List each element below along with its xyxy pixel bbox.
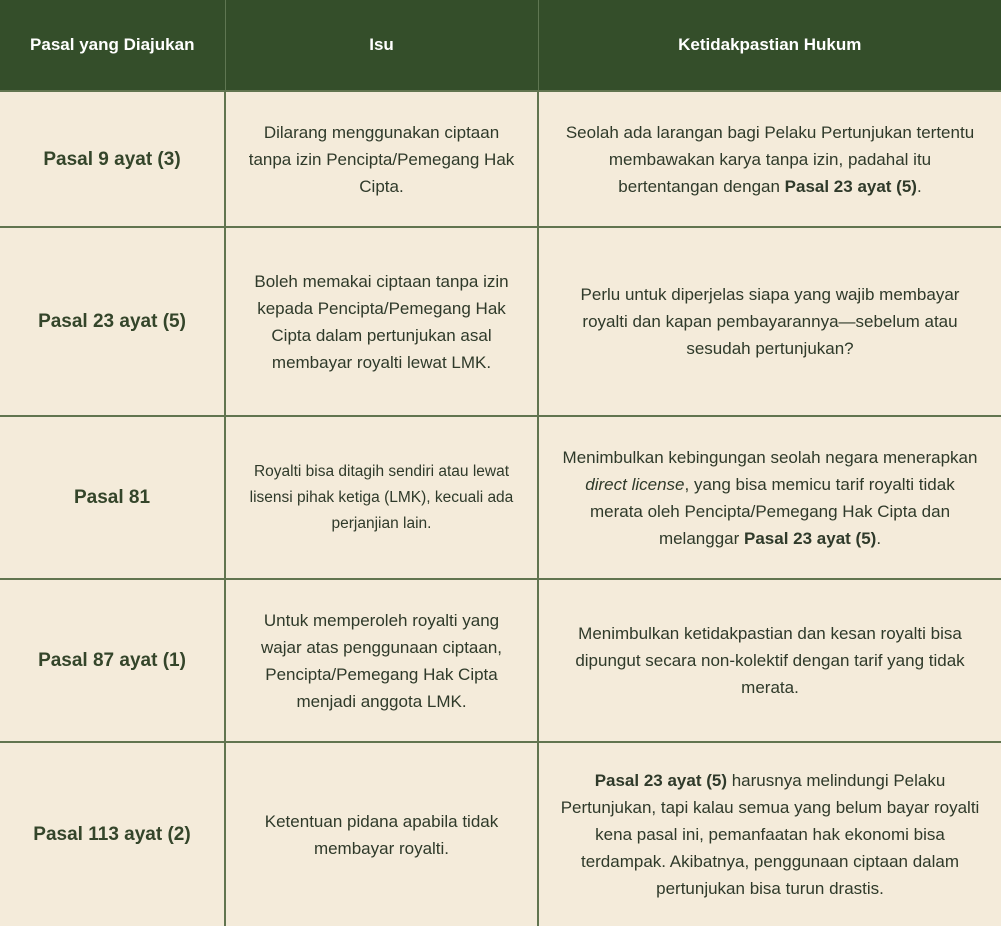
isu-cell: Untuk memperoleh royalti yang wajar atas penggunaan ciptaan, Pencipta/Pemegang Hak Cipta menjadi anggota LMK. (225, 579, 538, 742)
ketidakpastian-cell (538, 91, 1001, 227)
ketidakpastian-italic: direct license (585, 474, 685, 494)
table-header-row (0, 0, 1001, 91)
ketidakpastian-cell (538, 227, 1001, 416)
pasal-cell: Pasal 81 (0, 416, 225, 579)
ketidakpastian-cell (538, 742, 1001, 926)
pasal-cell: Pasal 113 ayat (2) (0, 742, 225, 926)
header-isu: Isu (225, 0, 538, 91)
table-row (0, 91, 1001, 227)
isu-cell: Royalti bisa ditagih sendiri atau lewat lisensi pihak ketiga (LMK), kecuali ada perjanjian lain. (225, 416, 538, 579)
pasal-reference: Pasal 23 ayat (5) (744, 528, 877, 548)
ketidakpastian-text: harusnya melindungi Pelaku Pertunjukan, tapi kalau semua yang belum bayar royalti kena pasal ini, pemanfaatan hak ekonomi bisa terdampak. Akibatnya, penggunaan ciptaan dalam pertunjukan bisa turun drastis. (560, 771, 980, 898)
isu-cell: Dilarang menggunakan ciptaan tanpa izin Pencipta/Pemegang Hak Cipta. (225, 91, 538, 227)
table-row (0, 416, 1001, 579)
table-row (0, 579, 1001, 742)
isu-cell: Ketentuan pidana apabila tidak membayar royalti. (225, 742, 538, 926)
header-ketidakpastian: Ketidakpastian Hukum (538, 0, 1001, 91)
ketidakpastian-cell (538, 579, 1001, 742)
ketidakpastian-text: Menimbulkan kebingungan seolah negara menerapkan (562, 447, 978, 467)
pasal-reference: Pasal 23 ayat (5) (594, 771, 727, 790)
ketidakpastian-text: Menimbulkan ketidakpastian dan kesan royalti bisa dipungut secara non-kolektif dengan tarif yang tidak merata. (575, 624, 965, 697)
pasal-reference: Pasal 23 ayat (5) (784, 176, 917, 196)
ketidakpastian-cell (538, 416, 1001, 579)
pasal-cell: Pasal 87 ayat (1) (0, 579, 225, 742)
pasal-cell: Pasal 23 ayat (5) (0, 227, 225, 416)
header-pasal: Pasal yang Diajukan (0, 0, 225, 91)
ketidakpastian-text: . (876, 528, 882, 548)
table-row (0, 742, 1001, 926)
ketidakpastian-text: Seolah ada larangan bagi Pelaku Pertunjukan tertentu membawakan karya tanpa izin, padahal itu bertentangan dengan (565, 122, 975, 196)
table-row (0, 227, 1001, 416)
isu-cell: Boleh memakai ciptaan tanpa izin kepada Pencipta/Pemegang Hak Cipta dalam pertunjukan asal membayar royalti lewat LMK. (225, 227, 538, 416)
ketidakpastian-text: . (916, 176, 922, 196)
ketidakpastian-text: Perlu untuk diperjelas siapa yang wajib membayar royalti dan kapan pembayarannya—sebelum atau sesudah pertunjukan? (580, 285, 960, 358)
ketidakpastian-text: , yang bisa memicu tarif royalti tidak merata oleh Pencipta/Pemegang Hak Cipta dan melanggar (589, 474, 955, 548)
pasal-cell: Pasal 9 ayat (3) (0, 91, 225, 227)
